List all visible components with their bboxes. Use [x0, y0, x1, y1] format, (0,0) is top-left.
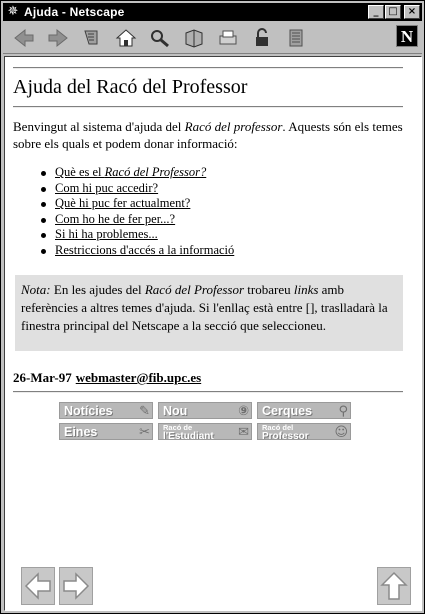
search-icon [148, 27, 172, 49]
close-button[interactable] [404, 5, 420, 19]
stop-icon [284, 27, 308, 49]
reload-icon [80, 27, 104, 49]
back-icon [12, 27, 36, 49]
topic-link-restrictions[interactable]: Restriccions d'accés a la informació [55, 242, 235, 257]
raco-estudiant-button[interactable] [158, 423, 252, 440]
home-icon [114, 27, 138, 49]
list-item [41, 243, 234, 259]
security-button[interactable] [247, 25, 277, 51]
noticies-button[interactable] [59, 402, 153, 419]
note-text: trobareu [244, 282, 294, 297]
window-controls [367, 5, 420, 19]
mail-icon: ✉ [238, 425, 249, 440]
nav-label: Notícies [64, 404, 113, 418]
intro-part: . Aquests són els temes sobre els quals et podem donar informació: [13, 119, 403, 151]
netscape-logo[interactable]: N [396, 25, 418, 47]
forward-button[interactable] [43, 25, 73, 51]
back-arrow-button[interactable] [21, 567, 55, 605]
minimize-icon: _ [373, 6, 379, 17]
right-arrow-icon [62, 571, 90, 601]
left-arrow-icon [24, 571, 52, 601]
list-item [41, 181, 234, 197]
note-text: En les ajudes del [50, 282, 145, 297]
note-text: amb referències a altres temes d'ajuda. Si l'enllaç està entre [], traslladarà la finestra principal del Netscape a la secció que seleccioneu. [21, 282, 388, 333]
note-italic: Racó del Professor [144, 282, 245, 297]
list-item [41, 227, 234, 243]
reload-button[interactable] [77, 25, 107, 51]
topic-italic: Racó del Professor? [104, 165, 207, 179]
search-button[interactable] [145, 25, 175, 51]
toolbar [3, 22, 422, 54]
security-icon [250, 27, 274, 49]
topic-link-howto[interactable]: Com ho he de fer per...? [55, 211, 176, 226]
list-item [41, 196, 234, 212]
page-footer [13, 370, 201, 386]
netscape-spark-icon: ✵ [7, 4, 19, 19]
window-title: Ajuda - Netscape [24, 5, 125, 19]
nav-small-label: Racó de [163, 423, 193, 432]
note-label: Nota: [21, 282, 51, 297]
up-arrow-icon [380, 571, 408, 601]
minimize-button[interactable] [368, 5, 384, 19]
nav-label: Cerques [262, 404, 313, 418]
intro-part: Benvingut al sistema d'ajuda del [13, 119, 185, 134]
topic-link-access[interactable]: Com hi puc accedir? [55, 180, 159, 195]
divider [13, 67, 403, 69]
up-arrow-button[interactable] [377, 567, 411, 605]
divider [13, 391, 403, 393]
topic-list [41, 165, 234, 258]
person-icon: ☺ [334, 425, 348, 440]
list-item [41, 212, 234, 228]
print-button[interactable] [213, 25, 243, 51]
print-icon [216, 27, 240, 49]
nav-label: Nou [163, 404, 188, 418]
maximize-button[interactable] [385, 5, 401, 19]
list-item [41, 165, 234, 181]
newspaper-icon: ✎ [139, 404, 150, 419]
guide-icon [182, 27, 206, 49]
raco-professor-button[interactable] [257, 423, 351, 440]
topic-text: Què es el [55, 165, 105, 179]
home-button[interactable] [111, 25, 141, 51]
title-bar[interactable] [3, 3, 422, 21]
nav-label: l'Estudiant [163, 431, 214, 440]
note-box [15, 275, 403, 351]
email-link[interactable]: webmaster@fib.upc.es [75, 370, 202, 385]
topic-link-features[interactable]: Què hi puc fer actualment? [55, 196, 191, 210]
forward-icon [46, 27, 70, 49]
page-title: Ajuda del Racó del Professor [13, 76, 248, 98]
intro-italic: Racó del professor [184, 119, 283, 134]
note-italic: links [293, 282, 319, 297]
back-button[interactable] [9, 25, 39, 51]
ball-icon: ⑨ [237, 404, 249, 419]
intro-text [13, 118, 403, 152]
magnifier-icon: ⚲ [338, 404, 348, 419]
divider [13, 106, 403, 108]
nou-button[interactable] [158, 402, 252, 419]
nav-small-label: Racó del [262, 423, 294, 432]
stop-button[interactable] [281, 25, 311, 51]
guide-button[interactable] [179, 25, 209, 51]
page-content[interactable] [4, 56, 422, 611]
topic-link-what-is[interactable] [55, 165, 206, 179]
nav-label: Professor [262, 431, 309, 440]
maximize-icon: □ [388, 6, 398, 17]
tools-icon: ✂ [139, 425, 150, 440]
nav-label: Eines [64, 425, 98, 439]
cerques-button[interactable] [257, 402, 351, 419]
topic-link-problems[interactable]: Si hi ha problemes... [55, 227, 158, 241]
forward-arrow-button[interactable] [59, 567, 93, 605]
date-text: 26-Mar-97 [13, 370, 72, 385]
eines-button[interactable] [59, 423, 153, 440]
close-icon: × [407, 6, 417, 17]
